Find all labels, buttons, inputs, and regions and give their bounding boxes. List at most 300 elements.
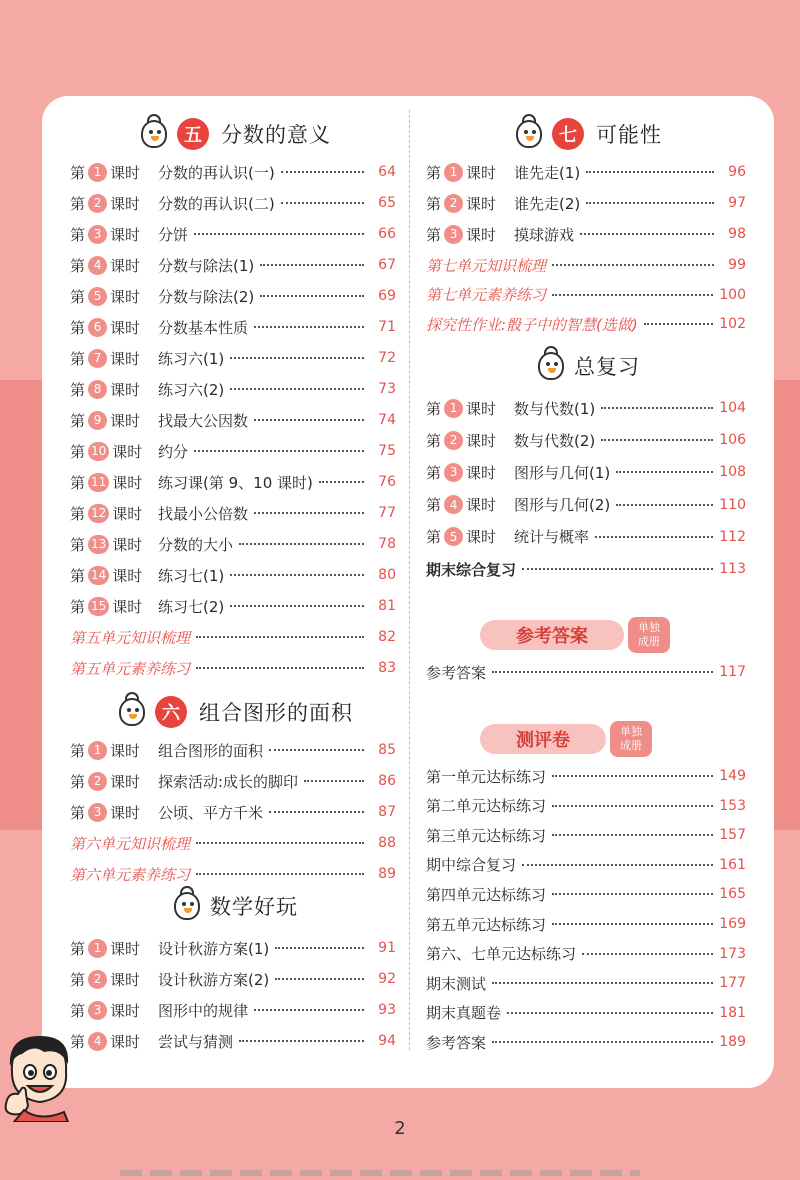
dot-leader	[522, 568, 713, 570]
toc-entry[interactable]	[426, 281, 746, 309]
dot-leader	[601, 407, 713, 409]
dot-leader	[275, 947, 364, 949]
toc-entry[interactable]	[426, 999, 746, 1027]
unit-heading	[426, 346, 746, 386]
entry-title: 约分	[158, 442, 189, 461]
entry-title: 探索活动:成长的脚印	[158, 772, 299, 791]
toc-entry[interactable]	[426, 491, 746, 519]
lesson-number-badge: 5	[444, 527, 463, 546]
lesson-prefix: 第	[70, 411, 86, 430]
toc-entry[interactable]	[70, 406, 396, 434]
lesson-number-badge: 4	[88, 1032, 107, 1051]
dot-leader	[552, 264, 714, 266]
page-ref: 77	[378, 505, 396, 521]
page-ref: 80	[378, 567, 396, 583]
toc-entry[interactable]	[70, 934, 396, 962]
dot-leader	[595, 536, 713, 538]
entry-title: 练习七(1)	[158, 566, 225, 585]
lesson-number-badge: 1	[444, 399, 463, 418]
lesson-number-badge: 3	[88, 1001, 107, 1020]
chick-mascot-icon	[532, 348, 568, 384]
toc-entry[interactable]	[426, 189, 746, 217]
lesson-number-badge: 8	[88, 380, 107, 399]
entry-title: 分数的大小	[158, 535, 234, 554]
dot-leader	[552, 923, 713, 925]
unit-title: 组合图形的面积	[199, 701, 353, 725]
dot-leader	[492, 1041, 713, 1043]
dot-leader	[269, 749, 364, 751]
toc-entry[interactable]	[70, 592, 396, 620]
lesson-number-badge: 10	[88, 442, 109, 461]
toc-entry[interactable]	[70, 798, 396, 826]
lesson-prefix: 第	[70, 225, 86, 244]
page-ref: 74	[378, 412, 396, 428]
entry-title: 找最小公倍数	[158, 504, 249, 523]
page-ref: 165	[719, 886, 746, 903]
toc-entry[interactable]	[426, 969, 746, 997]
dot-leader	[582, 953, 713, 955]
lesson-label	[70, 441, 158, 462]
page-ref: 177	[719, 975, 746, 992]
lesson-label	[70, 969, 158, 990]
page-ref: 157	[719, 827, 746, 844]
boy-thumbs-up-icon	[4, 1032, 74, 1122]
page-ref: 102	[719, 316, 746, 332]
toc-entry[interactable]	[70, 623, 396, 651]
toc-entry[interactable]	[70, 767, 396, 795]
dot-leader	[196, 636, 364, 638]
entry-title: 组合图形的面积	[158, 741, 264, 760]
lesson-number-badge: 9	[88, 411, 107, 430]
lesson-label	[70, 938, 158, 959]
page-ref: 153	[719, 797, 746, 814]
entry-title: 参考答案	[426, 663, 487, 682]
lesson-number-badge: 3	[444, 463, 463, 482]
dot-leader	[260, 264, 364, 266]
lesson-label	[70, 224, 158, 245]
page-ref: 169	[719, 916, 746, 932]
toc-entry[interactable]	[426, 220, 746, 248]
page-ref: 76	[378, 474, 396, 490]
page-ref: 72	[378, 350, 396, 366]
lesson-label	[70, 565, 158, 586]
lesson-suffix: 课时	[466, 194, 497, 213]
unit-title: 总复习	[574, 355, 640, 379]
entry-title: 分数的再认识(二)	[158, 194, 275, 213]
chick-mascot-icon	[510, 116, 546, 152]
dot-leader	[196, 842, 364, 844]
page-ref: 75	[378, 443, 396, 459]
lesson-suffix: 课时	[110, 741, 141, 760]
toc-entry[interactable]	[70, 189, 396, 217]
lesson-prefix: 第	[426, 528, 442, 547]
entry-title: 数与代数(1)	[514, 399, 596, 418]
section-pill: 参考答案	[480, 620, 624, 650]
toc-entry[interactable]	[70, 158, 396, 186]
entry-title: 设计秋游方案(1)	[158, 939, 270, 958]
lesson-suffix: 课时	[110, 349, 141, 368]
entry-title: 设计秋游方案(2)	[158, 970, 270, 989]
entry-title: 第一单元达标练习	[426, 767, 547, 786]
dot-leader	[254, 1009, 364, 1011]
page-ref: 69	[378, 288, 396, 304]
page-ref: 81	[378, 598, 396, 614]
dot-leader	[230, 357, 364, 359]
lesson-prefix: 第	[70, 1032, 86, 1051]
dot-leader	[616, 471, 713, 473]
lesson-prefix: 第	[426, 463, 442, 482]
entry-title: 第五单元达标练习	[426, 915, 547, 934]
page-ref: 94	[378, 1033, 396, 1049]
lesson-number-badge: 3	[444, 225, 463, 244]
chick-mascot-icon	[113, 694, 149, 730]
lesson-suffix: 课时	[110, 380, 141, 399]
lesson-prefix: 第	[426, 399, 442, 418]
toc-entry[interactable]	[70, 344, 396, 372]
lesson-label	[70, 1000, 158, 1021]
unit-heading	[70, 114, 396, 154]
lesson-label	[426, 430, 514, 451]
lesson-suffix: 课时	[466, 431, 497, 450]
lesson-number-badge: 2	[88, 772, 107, 791]
chick-mascot-icon	[135, 116, 171, 152]
lesson-number-badge: 13	[88, 535, 109, 554]
page-ref: 161	[719, 856, 746, 873]
toc-entry[interactable]	[70, 996, 396, 1024]
lesson-number-badge: 5	[88, 287, 107, 306]
page-ref: 83	[378, 660, 396, 676]
lesson-label	[426, 162, 514, 183]
toc-entry[interactable]	[426, 555, 746, 583]
lesson-label	[70, 162, 158, 183]
lesson-prefix: 第	[70, 442, 86, 461]
lesson-suffix: 课时	[466, 225, 497, 244]
entry-title: 第五单元知识梳理	[70, 628, 191, 647]
dot-leader	[194, 450, 364, 452]
toc-entry[interactable]	[70, 561, 396, 589]
lesson-label	[70, 472, 158, 493]
lesson-label	[70, 379, 158, 400]
entry-title: 期中综合复习	[426, 856, 517, 875]
tag-line: 成册	[620, 739, 642, 752]
lesson-label	[70, 255, 158, 276]
entry-title: 第七单元知识梳理	[426, 256, 547, 275]
toc-entry[interactable]	[426, 1028, 746, 1056]
toc-entry[interactable]	[70, 437, 396, 465]
lesson-label	[70, 348, 158, 369]
page-ref: 100	[719, 286, 746, 303]
page-ref: 112	[719, 528, 746, 545]
toc-entry[interactable]	[70, 499, 396, 527]
page-ref: 189	[719, 1034, 746, 1051]
lesson-suffix: 课时	[466, 528, 497, 547]
lesson-prefix: 第	[70, 535, 86, 554]
page-ref: 67	[378, 257, 396, 273]
tag-line: 单独	[620, 725, 642, 738]
dot-leader	[254, 419, 364, 421]
lesson-label	[70, 1031, 158, 1052]
dot-leader	[281, 202, 364, 204]
lesson-prefix: 第	[70, 318, 86, 337]
dot-leader	[196, 667, 364, 669]
lesson-prefix: 第	[70, 256, 86, 275]
page-ref: 73	[378, 381, 396, 397]
lesson-suffix: 课时	[110, 939, 141, 958]
page-ref: 82	[378, 629, 396, 645]
toc-entry[interactable]	[70, 860, 396, 888]
toc-entry[interactable]	[426, 394, 746, 422]
page-number: 2	[394, 1118, 406, 1139]
toc-entry[interactable]	[70, 375, 396, 403]
dot-leader	[580, 233, 714, 235]
lesson-label	[426, 462, 514, 483]
lesson-prefix: 第	[70, 1001, 86, 1020]
dot-leader	[230, 605, 364, 607]
toc-entry[interactable]	[426, 880, 746, 908]
separate-volume-tag	[628, 617, 670, 653]
lesson-suffix: 课时	[466, 399, 497, 418]
toc-entry[interactable]	[426, 851, 746, 879]
dot-leader	[239, 543, 364, 545]
entry-title: 公顷、平方千米	[158, 803, 264, 822]
dot-leader	[304, 780, 364, 782]
dot-leader	[552, 834, 713, 836]
toc-entry[interactable]	[426, 426, 746, 454]
unit-title: 分数的意义	[221, 123, 331, 147]
entry-title: 参考答案	[426, 1033, 487, 1052]
dot-leader	[601, 439, 713, 441]
entry-title: 尝试与猜测	[158, 1032, 234, 1051]
lesson-label	[70, 317, 158, 338]
entry-title: 练习七(2)	[158, 597, 225, 616]
lesson-suffix: 课时	[110, 287, 141, 306]
lesson-prefix: 第	[426, 496, 442, 515]
entry-title: 分数与除法(1)	[158, 256, 255, 275]
right-color-band	[770, 380, 800, 830]
lesson-prefix: 第	[426, 431, 442, 450]
page-ref: 104	[719, 400, 746, 416]
toc-entry[interactable]	[426, 821, 746, 849]
unit-title: 可能性	[596, 123, 662, 147]
lesson-suffix: 课时	[110, 225, 141, 244]
lesson-label	[70, 534, 158, 555]
entry-title: 期末测试	[426, 974, 487, 993]
toc-entry[interactable]	[70, 251, 396, 279]
entry-title: 练习六(2)	[158, 380, 225, 399]
dot-leader	[239, 1040, 364, 1042]
toc-entry[interactable]	[70, 1027, 396, 1055]
unit-number-badge: 六	[155, 696, 187, 728]
unit-heading	[70, 692, 396, 732]
lesson-prefix: 第	[426, 163, 442, 182]
page-ref: 181	[719, 1004, 746, 1021]
page-ref: 106	[719, 432, 746, 449]
lesson-label	[426, 224, 514, 245]
unit-heading	[426, 114, 746, 154]
lesson-number-badge: 14	[88, 566, 109, 585]
unit-title: 数学好玩	[210, 895, 298, 919]
lesson-suffix: 课时	[112, 566, 143, 585]
lesson-label	[70, 503, 158, 524]
page-ref: 98	[728, 226, 746, 242]
entry-title: 第六单元素养练习	[70, 865, 191, 884]
dot-leader	[194, 233, 364, 235]
lesson-number-badge: 2	[88, 970, 107, 989]
lesson-prefix: 第	[70, 349, 86, 368]
lesson-number-badge: 1	[88, 939, 107, 958]
dot-leader	[616, 504, 713, 506]
toc-entry[interactable]	[426, 658, 746, 686]
dot-leader	[319, 481, 364, 483]
page-ref: 97	[728, 195, 746, 211]
entry-title: 第六、七单元达标练习	[426, 945, 577, 964]
lesson-prefix: 第	[426, 225, 442, 244]
entry-title: 分数基本性质	[158, 318, 249, 337]
page-ref: 87	[378, 804, 396, 820]
dot-leader	[644, 323, 714, 325]
lesson-prefix: 第	[70, 772, 86, 791]
chick-mascot-icon	[168, 888, 204, 924]
toc-entry[interactable]	[426, 158, 746, 186]
lesson-prefix: 第	[70, 380, 86, 399]
entry-title: 第三单元达标练习	[426, 826, 547, 845]
page-ref: 92	[378, 971, 396, 987]
lesson-label	[426, 398, 514, 419]
entry-title: 第二单元达标练习	[426, 797, 547, 816]
toc-entry[interactable]	[70, 654, 396, 682]
lesson-prefix: 第	[70, 741, 86, 760]
lesson-number-badge: 1	[444, 163, 463, 182]
entry-title: 找最大公因数	[158, 411, 249, 430]
lesson-number-badge: 7	[88, 349, 107, 368]
page-ref: 66	[378, 226, 396, 242]
lesson-suffix: 课时	[112, 535, 143, 554]
page-ref: 96	[728, 164, 746, 180]
entry-title: 练习六(1)	[158, 349, 225, 368]
unit-heading	[70, 886, 396, 926]
entry-title: 期末综合复习	[426, 560, 517, 579]
tag-line: 成册	[638, 635, 660, 648]
toc-entry[interactable]	[70, 220, 396, 248]
toc-entry[interactable]	[70, 282, 396, 310]
dot-leader	[552, 775, 713, 777]
lesson-suffix: 课时	[110, 803, 141, 822]
toc-entry[interactable]	[426, 910, 746, 938]
entry-title: 练习课(第 9、10 课时)	[158, 473, 313, 492]
toc-entry[interactable]	[426, 310, 746, 338]
page-ref: 108	[719, 464, 746, 481]
entry-title: 分数与除法(2)	[158, 287, 255, 306]
toc-entry[interactable]	[70, 736, 396, 764]
entry-title: 统计与概率	[514, 528, 590, 547]
page-ref: 71	[378, 319, 396, 335]
dot-leader	[281, 171, 364, 173]
lesson-suffix: 课时	[110, 411, 141, 430]
page-ref: 149	[719, 768, 746, 784]
toc-entry[interactable]	[70, 313, 396, 341]
lesson-suffix: 课时	[110, 163, 141, 182]
lesson-label	[426, 193, 514, 214]
separately-bound-heading	[480, 722, 652, 756]
lesson-number-badge: 2	[444, 431, 463, 450]
dot-leader	[230, 574, 364, 576]
toc-entry[interactable]	[70, 468, 396, 496]
page-ref: 88	[378, 835, 396, 851]
toc-entry[interactable]	[426, 792, 746, 820]
lesson-label	[70, 771, 158, 792]
entry-title: 数与代数(2)	[514, 431, 596, 450]
page-ref: 65	[378, 195, 396, 211]
lesson-number-badge: 2	[88, 194, 107, 213]
page-ref: 93	[378, 1002, 396, 1018]
dot-leader	[492, 671, 713, 673]
lesson-label	[70, 193, 158, 214]
lesson-label	[426, 526, 514, 547]
dot-leader	[586, 202, 714, 204]
lesson-number-badge: 3	[88, 803, 107, 822]
toc-entry[interactable]	[426, 251, 746, 279]
entry-title: 图形中的规律	[158, 1001, 249, 1020]
toc-entry[interactable]	[426, 523, 746, 551]
toc-entry[interactable]	[70, 965, 396, 993]
section-pill: 测评卷	[480, 724, 606, 754]
entry-title: 期末真题卷	[426, 1004, 502, 1023]
unit-number-badge: 七	[552, 118, 584, 150]
lesson-prefix: 第	[70, 504, 86, 523]
dot-leader	[552, 805, 713, 807]
toc-entry[interactable]	[426, 940, 746, 968]
dot-leader	[254, 326, 364, 328]
separate-volume-tag	[610, 721, 652, 757]
entry-title: 谁先走(1)	[514, 163, 581, 182]
page-ref: 89	[378, 866, 396, 882]
toc-entry[interactable]	[426, 762, 746, 790]
page-ref: 173	[719, 945, 746, 962]
entry-title: 探究性作业:骰子中的智慧(选做)	[426, 315, 638, 334]
bottom-strip	[120, 1170, 640, 1176]
toc-entry[interactable]	[70, 829, 396, 857]
lesson-label	[70, 596, 158, 617]
lesson-suffix: 课时	[466, 496, 497, 515]
lesson-prefix: 第	[70, 566, 86, 585]
page-ref: 117	[719, 664, 746, 680]
lesson-label	[426, 494, 514, 515]
lesson-suffix: 课时	[112, 442, 143, 461]
toc-entry[interactable]	[426, 458, 746, 486]
lesson-number-badge: 12	[88, 504, 109, 523]
lesson-prefix: 第	[70, 287, 86, 306]
lesson-prefix: 第	[70, 194, 86, 213]
dot-leader	[586, 171, 714, 173]
entry-title: 分饼	[158, 225, 189, 244]
lesson-prefix: 第	[70, 473, 86, 492]
left-color-band	[0, 380, 44, 830]
entry-title: 第五单元素养练习	[70, 659, 191, 678]
page-ref: 86	[378, 773, 396, 789]
tag-line: 单独	[638, 621, 660, 634]
dot-leader	[552, 893, 713, 895]
lesson-prefix: 第	[70, 970, 86, 989]
toc-entry[interactable]	[70, 530, 396, 558]
unit-number-badge: 五	[177, 118, 209, 150]
lesson-suffix: 课时	[110, 1001, 141, 1020]
separately-bound-heading	[480, 618, 670, 652]
dot-leader	[230, 388, 364, 390]
lesson-suffix: 课时	[466, 163, 497, 182]
lesson-number-badge: 3	[88, 225, 107, 244]
lesson-number-badge: 2	[444, 194, 463, 213]
lesson-prefix: 第	[70, 803, 86, 822]
